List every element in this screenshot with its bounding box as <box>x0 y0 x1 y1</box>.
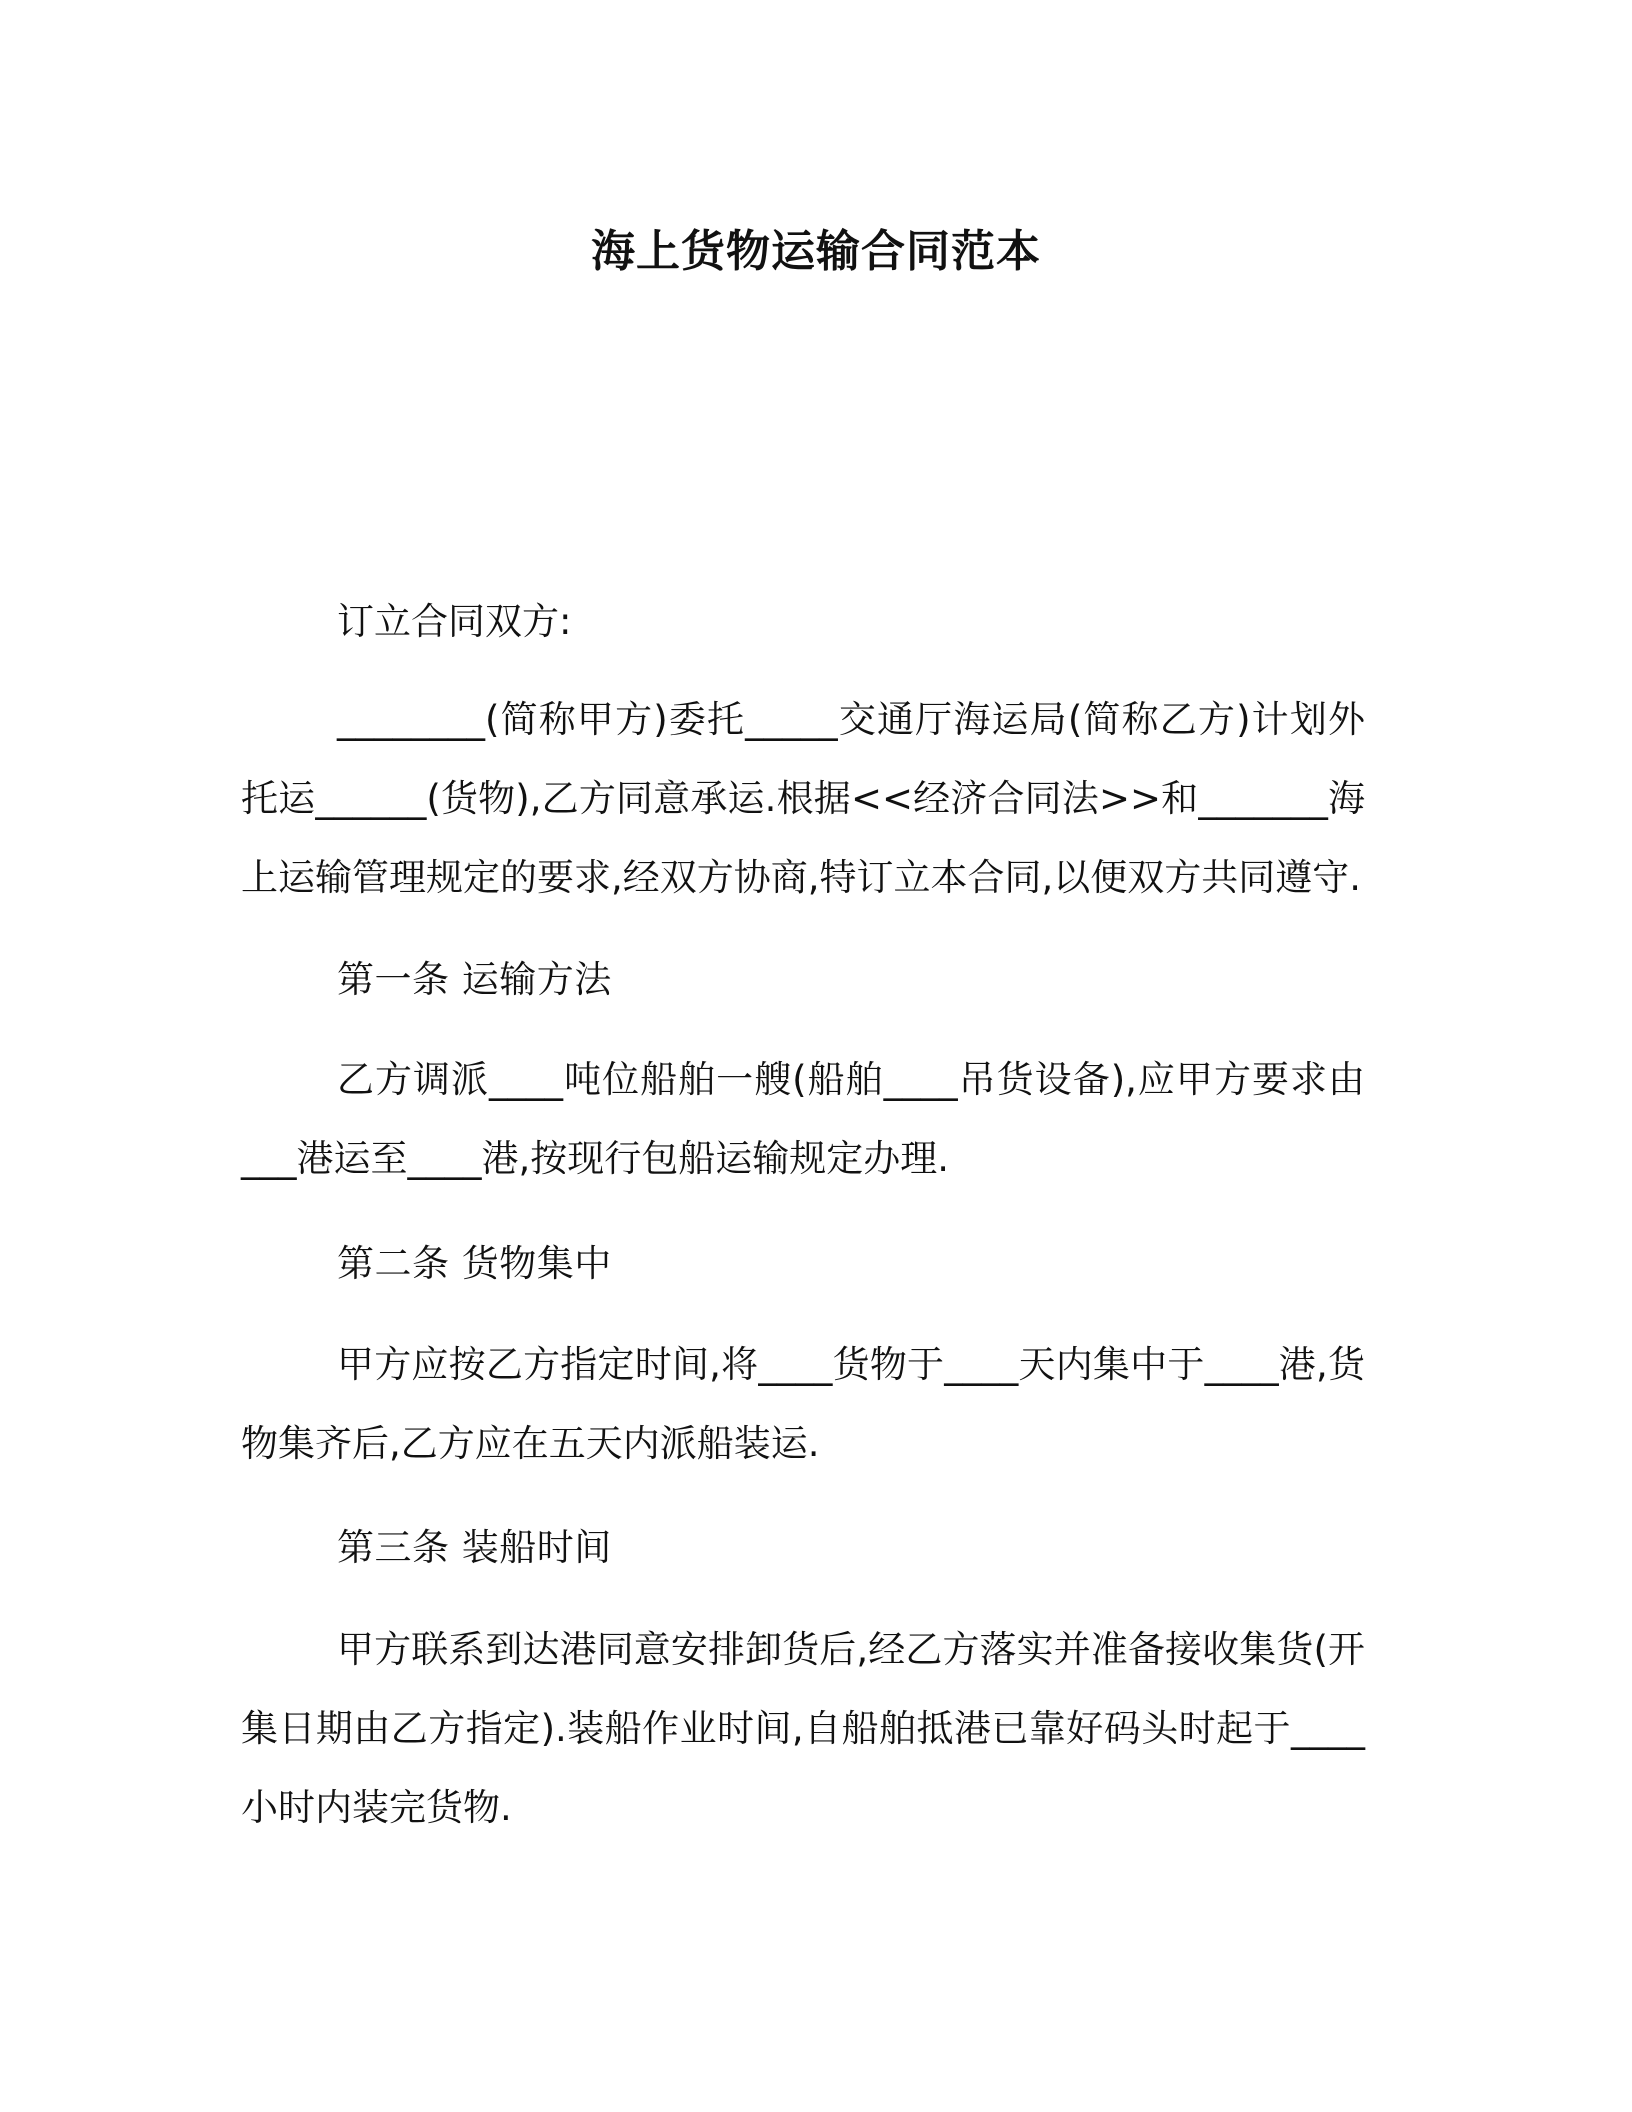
document-title: 海上货物运输合同范本 <box>591 226 1041 277</box>
intro-paragraph: ________(简称甲方)委托_____交通厅海运局(简称乙方)计划外托运______(货物),乙方同意承运.根据<<经济合同法>>和_______海上运输管理规定的要求,经双方协商,特订立本合同,以便双方共同遵守. <box>241 698 1365 899</box>
article-3-heading: 第三条 装船时间 <box>337 1526 612 1569</box>
article-1-heading: 第一条 运输方法 <box>337 958 612 1001</box>
article-1-body: 乙方调派____吨位船舶一艘(船舶____吊货设备),应甲方要求由___港运至____港,按现行包船运输规定办理. <box>241 1058 1365 1180</box>
parties-label: 订立合同双方: <box>337 600 572 643</box>
article-2-body: 甲方应按乙方指定时间,将____货物于____天内集中于____港,货物集齐后,乙方应在五天内派船装运. <box>241 1343 1365 1465</box>
article-3-body: 甲方联系到达港同意安排卸货后,经乙方落实并准备接收集货(开集日期由乙方指定).装船作业时间,自船舶抵港已靠好码头时起于____小时内装完货物. <box>241 1628 1365 1829</box>
article-2-heading: 第二条 货物集中 <box>337 1242 612 1285</box>
